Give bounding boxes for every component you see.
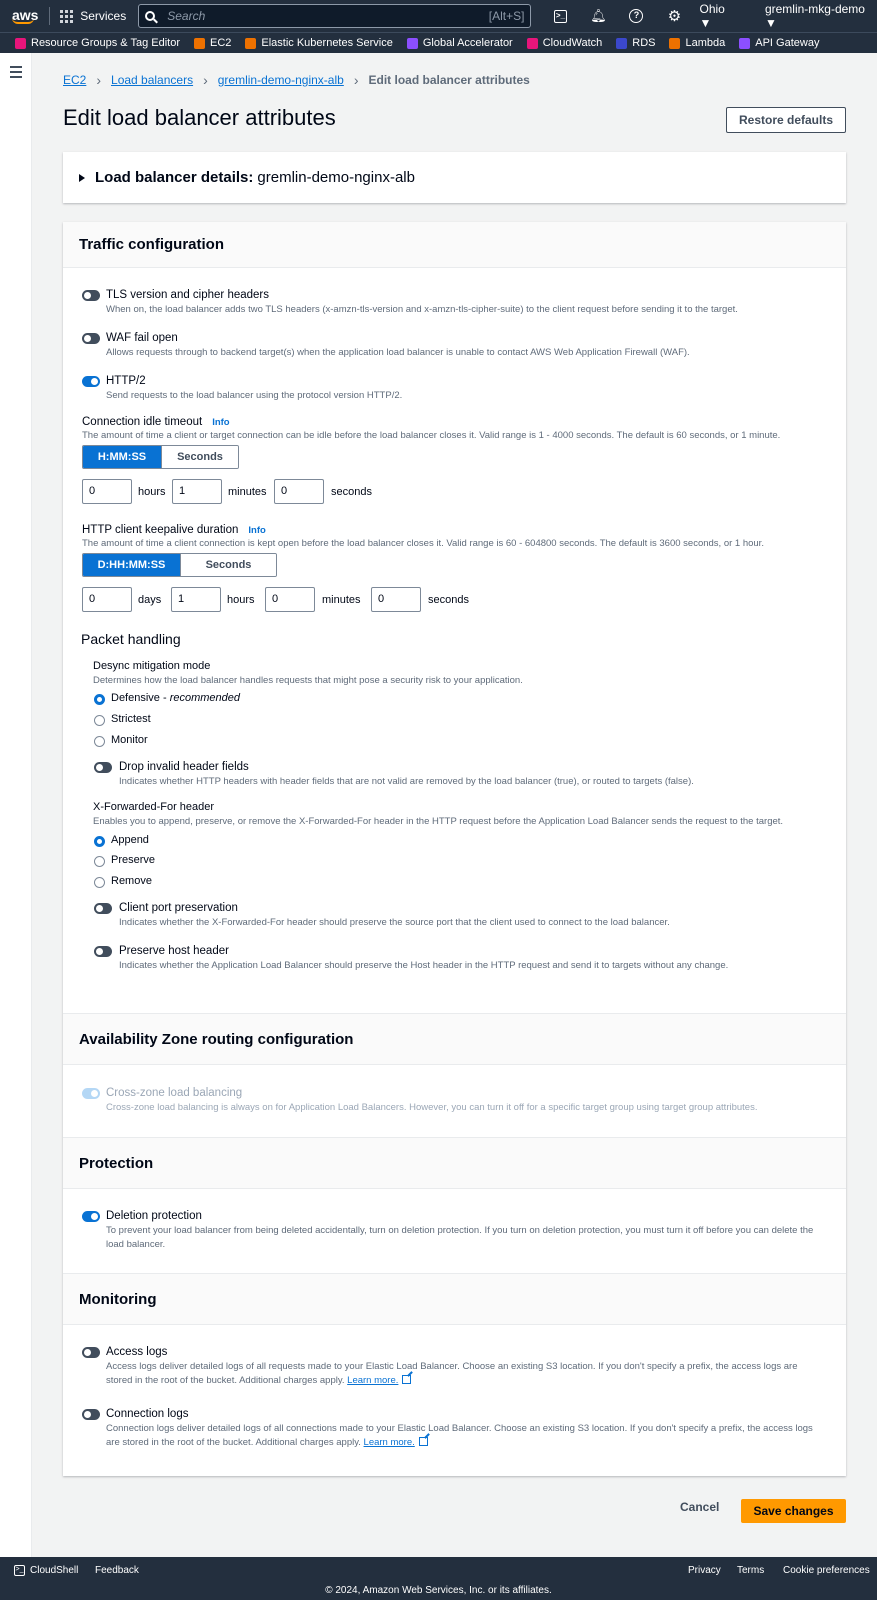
keepalive-days-input[interactable]: 0 [82,587,132,612]
breadcrumb [63,72,530,88]
rds-icon [616,38,627,49]
cloudshell-button[interactable] [541,0,579,32]
cross-zone-toggle [82,1088,100,1099]
keepalive-days-unit: days [138,594,162,606]
keepalive-format-seconds[interactable]: Seconds [180,554,276,576]
top-navigation [0,0,877,32]
az-routing-heading: Availability Zone routing configuration [63,1013,846,1065]
http2-description: Send requests to the load balancer using the protocol version HTTP/2. [106,390,403,401]
account-menu[interactable]: gremlin-mkg-demo ▼ [764,2,865,30]
client-port-preservation-label: Client port preservation [119,902,238,914]
access-logs-toggle[interactable] [82,1347,100,1358]
menu-icon[interactable] [10,66,22,81]
help-button[interactable] [617,0,655,32]
favorite-global-accelerator[interactable]: Global Accelerator [407,37,513,49]
page-title: Edit load balancer attributes [63,105,336,130]
keepalive-hours-unit: hours [227,594,255,606]
drop-invalid-headers-toggle[interactable] [94,762,112,773]
desync-defensive-label: Defensive - recommended [111,692,241,704]
favorite-api-gateway[interactable]: API Gateway [739,37,819,49]
waf-fail-open-description: Allows requests through to backend target(s) when the application load balancer is unable to contact AWS Web Application Firewall (WAF). [106,347,690,358]
breadcrumb-load-balancers[interactable]: Load balancers [111,73,194,87]
idle-minutes-unit: minutes [228,486,267,498]
desync-monitor-label: Monitor [111,734,148,746]
idle-minutes-input[interactable]: 1 [172,479,222,504]
access-logs-learn-more-link[interactable]: Learn more. [347,1375,399,1386]
search-input[interactable]: Search [Alt+S] [138,4,531,28]
idle-format-seconds[interactable]: Seconds [161,446,238,468]
preserve-host-header-label: Preserve host header [119,945,229,957]
cloudshell-icon: >_ [554,10,567,23]
client-port-preservation-description: Indicates whether the X-Forwarded-For header should preserve the source port that the client used to connect to the load balancer. [119,917,670,928]
keepalive-hours-input[interactable]: 1 [171,587,221,612]
keepalive-label: HTTP client keepalive duration Info [82,524,266,536]
idle-timeout-format-toggle [82,445,239,469]
tls-headers-toggle[interactable] [82,290,100,301]
load-balancer-name: gremlin-demo-nginx-alb [257,169,415,186]
copyright-text: © 2024, Amazon Web Services, Inc. or its affiliates. [325,1585,552,1596]
cloudshell-icon: >_ [14,1565,25,1576]
footer-bar [0,1557,877,1600]
deletion-protection-toggle[interactable] [82,1211,100,1222]
global-accelerator-icon [407,38,418,49]
deletion-protection-description: To prevent your load balancer from being deleted accidentally, turn on deletion protection. If you turn on deletion protection, you must turn it off before you can delete the load balancer. [106,1225,814,1250]
privacy-link[interactable]: Privacy [688,1565,721,1576]
idle-hours-input[interactable]: 0 [82,479,132,504]
drop-invalid-headers-label: Drop invalid header fields [119,761,249,773]
waf-fail-open-label: WAF fail open [106,332,178,344]
lambda-icon [669,38,680,49]
http2-toggle[interactable] [82,376,100,387]
breadcrumb-ec2[interactable]: EC2 [63,73,87,87]
aws-logo[interactable]: aws [12,7,39,23]
attributes-panel [63,222,846,1476]
desync-strictest-label: Strictest [111,713,151,725]
load-balancer-details-expander[interactable]: Load balancer details: gremlin-demo-nginx-alb [63,152,846,203]
save-changes-button[interactable]: Save changes [741,1499,846,1523]
waf-fail-open-toggle[interactable] [82,333,100,344]
access-logs-label: Access logs [106,1346,168,1358]
caret-right-icon [79,174,85,182]
external-link-icon [419,1437,428,1446]
keepalive-info-link[interactable]: Info [248,525,266,536]
keepalive-format-toggle [82,553,277,577]
xff-append-label: Append [111,834,149,846]
ec2-icon [194,38,205,49]
packet-handling-heading: Packet handling [81,631,181,647]
services-menu[interactable]: Services [60,9,126,23]
cancel-button[interactable]: Cancel [680,1500,720,1514]
drop-invalid-headers-description: Indicates whether HTTP headers with header fields that are not valid are removed by the load balancer (true), or routed to targets (false). [119,776,694,787]
external-link-icon [402,1375,411,1384]
cloudwatch-icon [527,38,538,49]
breadcrumb-current: Edit load balancer attributes [368,73,530,87]
keepalive-seconds-unit: seconds [428,594,469,606]
desync-mode-label: Desync mitigation mode [93,660,211,672]
gear-icon: ⚙︎ [667,8,682,25]
notifications-button[interactable] [579,0,617,32]
client-port-preservation-toggle[interactable] [94,903,112,914]
side-navigation-rail [0,53,32,1557]
keepalive-format-dhhmmss[interactable]: D:HH:MM:SS [83,554,180,576]
access-logs-description: Access logs deliver detailed logs of all requests made to your Elastic Load Balancer. Choose an existing S3 location. If you don't specify a prefix, the access logs are stored in the root of the bucket. Additional charges apply. Learn more. [106,1361,798,1386]
keepalive-minutes-input[interactable]: 0 [265,587,315,612]
xff-remove-radio[interactable] [94,877,105,888]
idle-seconds-unit: seconds [331,486,372,498]
xff-remove-label: Remove [111,875,152,887]
connection-logs-learn-more-link[interactable]: Learn more. [363,1437,415,1448]
eks-icon [245,38,256,49]
tls-headers-label: TLS version and cipher headers [106,289,270,301]
idle-timeout-info-link[interactable]: Info [212,417,230,428]
connection-logs-description: Connection logs deliver detailed logs of all connections made to your Elastic Load Balancer. Choose an existing S3 location. If you don't specify a prefix, the access logs are stored in the root of the bucket. Additional charges apply. Learn more. [106,1423,813,1448]
search-shortcut: [Alt+S] [488,9,525,23]
favorites-bar [0,32,877,53]
idle-hours-unit: hours [138,486,166,498]
settings-button[interactable] [655,0,693,32]
favorite-lambda[interactable]: Lambda [669,37,725,49]
favorite-resource-groups[interactable]: Resource Groups & Tag Editor [15,37,180,49]
keepalive-description: The amount of time a client connection is kept open before the load balancer closes it. Valid range is 60 - 604800 seconds. The default is 3600 seconds, or 1 hour. [82,538,764,549]
idle-timeout-label: Connection idle timeout Info [82,416,230,428]
bell-icon: 🔔︎ [590,8,607,23]
xff-header-label: X-Forwarded-For header [93,801,215,813]
region-selector[interactable]: Ohio ▼ [699,2,725,30]
xff-preserve-radio[interactable] [94,856,105,867]
search-icon [145,11,155,21]
desync-defensive-radio[interactable] [94,694,105,705]
desync-monitor-radio[interactable] [94,736,105,747]
favorite-cloudwatch[interactable]: CloudWatch [527,37,603,49]
monitoring-heading: Monitoring [63,1273,846,1325]
idle-format-hmmss[interactable]: H:MM:SS [83,446,161,468]
chevron-right-icon: › [353,72,359,88]
favorite-eks[interactable]: Elastic Kubernetes Service [245,37,392,49]
preserve-host-header-description: Indicates whether the Application Load Balancer should preserve the Host header in the HTTP request and send it to targets without any change. [119,960,729,971]
terms-link[interactable]: Terms [737,1565,765,1576]
keepalive-seconds-input[interactable]: 0 [371,587,421,612]
restore-defaults-button[interactable]: Restore defaults [726,107,846,133]
idle-timeout-description: The amount of time a client or target connection can be idle before the load balancer closes it. Valid range is 1 - 4000 seconds. The default is 60 seconds, or 1 minute. [82,430,781,441]
cross-zone-label: Cross-zone load balancing [106,1087,243,1099]
traffic-configuration-heading: Traffic configuration [63,222,846,268]
xff-header-description: Enables you to append, preserve, or remove the X-Forwarded-For header in the HTTP request before the Application Load Balancer sends the request to the target. [93,816,784,827]
grid-icon [60,10,73,23]
cross-zone-description: Cross-zone load balancing is always on for Application Load Balancers. However, you can turn it off for a specific target group using target group attributes. [106,1102,758,1113]
desync-mode-description: Determines how the load balancer handles requests that might pose a security risk to your application. [93,675,523,686]
deletion-protection-label: Deletion protection [106,1210,202,1222]
preserve-host-header-toggle[interactable] [94,946,112,957]
desync-strictest-radio[interactable] [94,715,105,726]
breadcrumb-load-balancer[interactable]: gremlin-demo-nginx-alb [217,73,344,87]
cloudshell-footer-button[interactable]: >_ CloudShell [15,1565,79,1576]
help-icon: ? [629,9,643,23]
favorite-ec2[interactable]: EC2 [194,37,231,49]
xff-append-radio[interactable] [94,836,105,847]
favorite-rds[interactable]: RDS [616,37,655,49]
connection-logs-toggle[interactable] [82,1409,100,1420]
idle-seconds-input[interactable]: 0 [274,479,324,504]
api-gateway-icon [739,38,750,49]
xff-preserve-label: Preserve [111,854,156,866]
protection-heading: Protection [63,1137,846,1189]
http2-label: HTTP/2 [106,375,146,387]
chevron-right-icon: › [203,72,208,88]
connection-logs-label: Connection logs [106,1408,189,1420]
resource-groups-icon [15,38,26,49]
tls-headers-description: When on, the load balancer adds two TLS headers (x-amzn-tls-version and x-amzn-tls-cipher-suite) to the client request before sending it to the target. [106,304,738,315]
cookie-preferences-link[interactable]: Cookie preferences [783,1565,870,1576]
chevron-right-icon: › [96,72,102,88]
keepalive-minutes-unit: minutes [322,594,361,606]
feedback-link[interactable]: Feedback [95,1565,139,1576]
